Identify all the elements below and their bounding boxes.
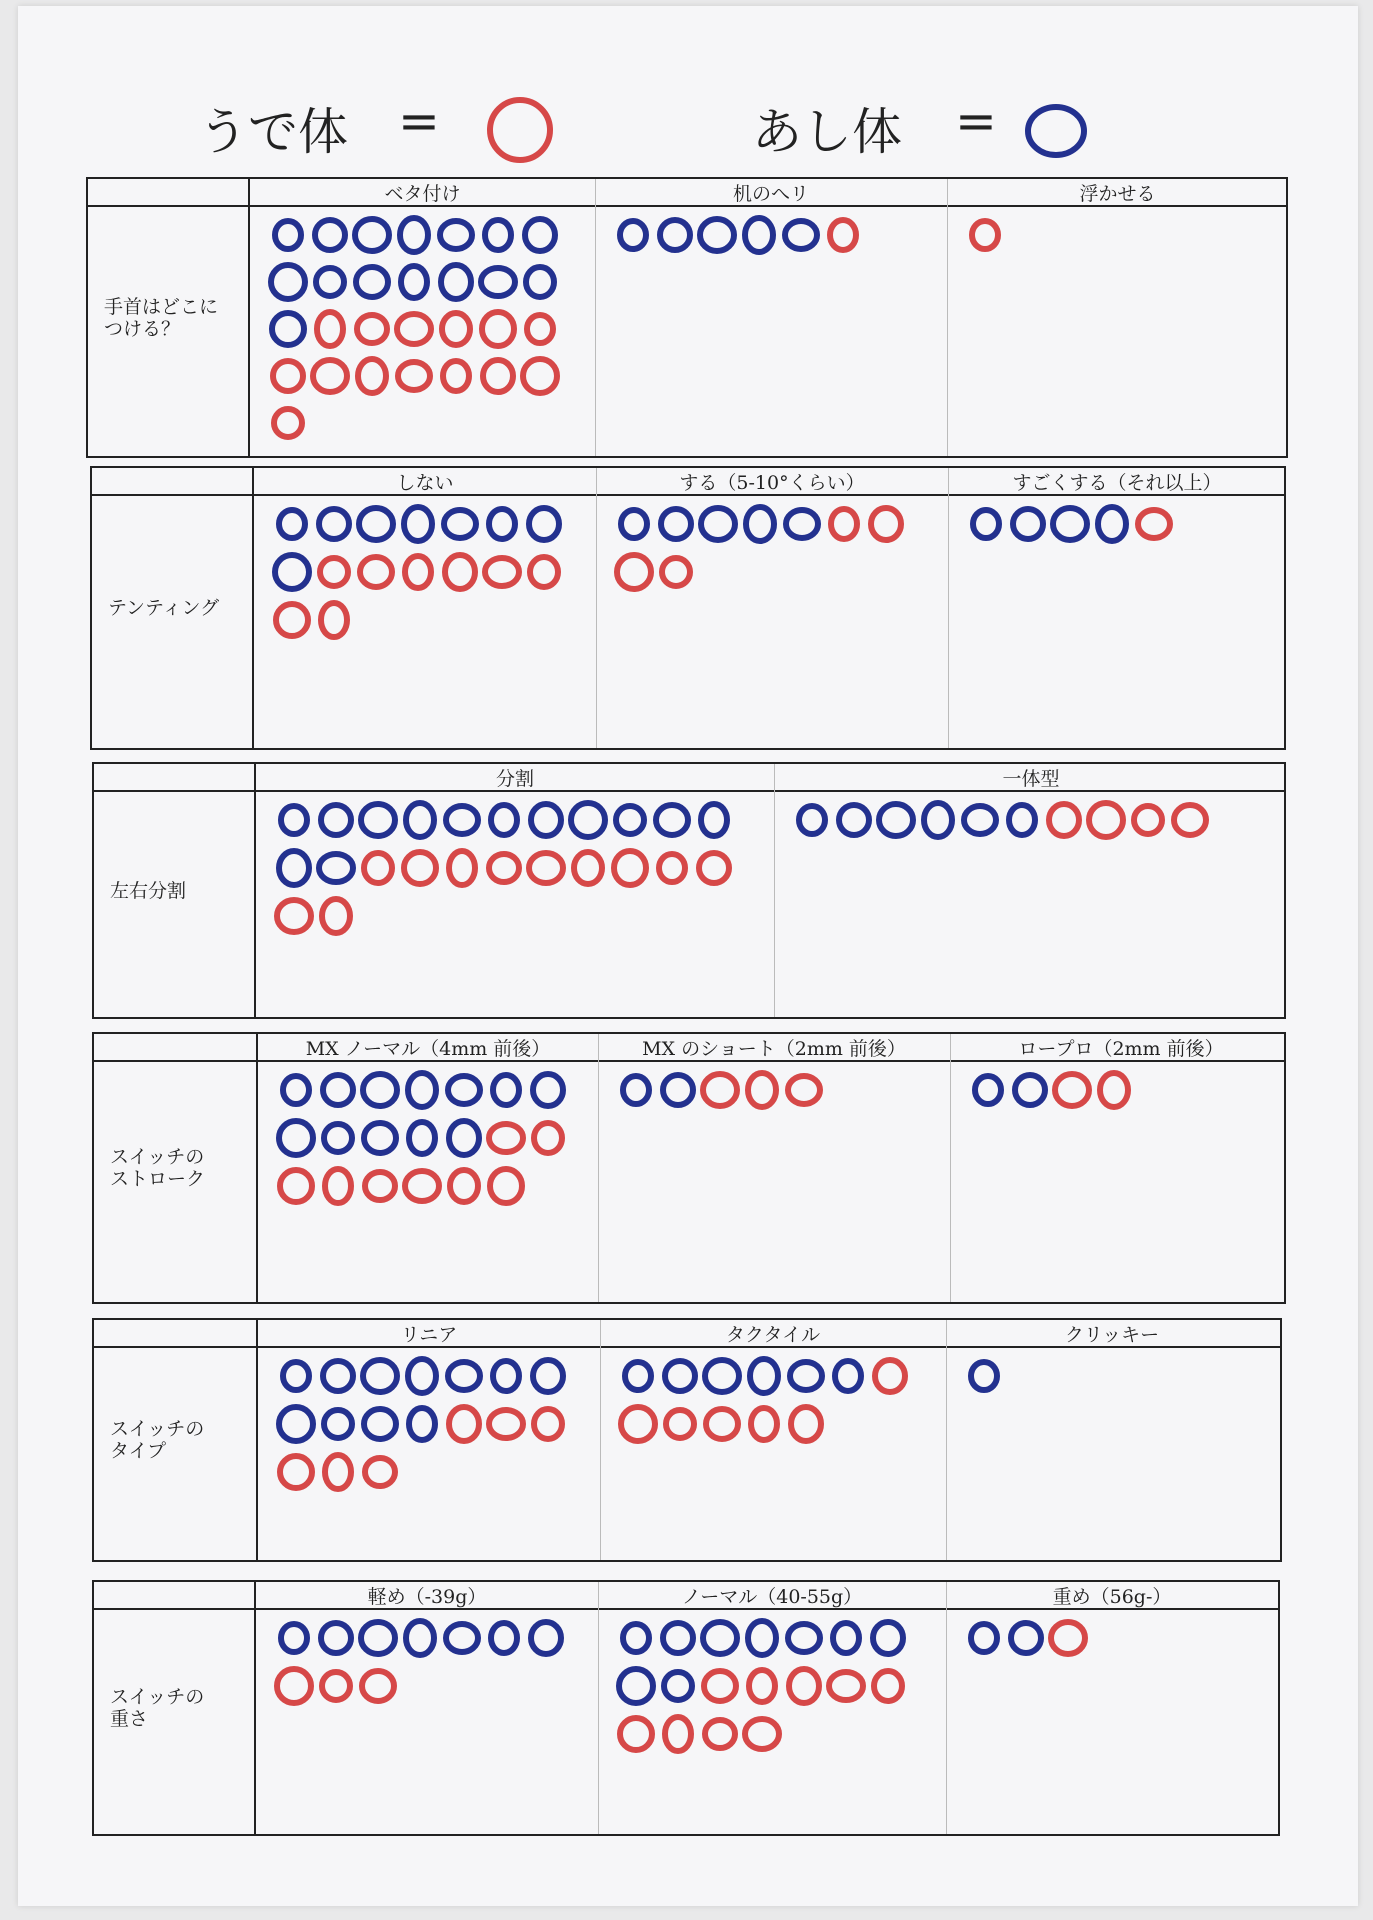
column-header: タクタイル xyxy=(725,1324,821,1346)
arm-type-vote-mark xyxy=(614,851,646,885)
leg-type-vote-mark xyxy=(664,1672,692,1700)
leg-type-vote-mark xyxy=(321,1623,351,1653)
column-header: 軽め（-39g） xyxy=(367,1586,487,1608)
leg-type-vote-mark xyxy=(491,1623,517,1653)
leg-type-vote-mark xyxy=(799,806,825,834)
legend xyxy=(0,0,1373,170)
arm-type-vote-mark xyxy=(788,1076,820,1104)
section-3 xyxy=(92,762,1286,1019)
leg-type-vote-mark xyxy=(746,507,774,541)
column-header: 重め（56g-） xyxy=(1052,1586,1172,1608)
leg-type-vote-mark xyxy=(283,1076,309,1104)
arm-type-vote-mark xyxy=(874,1671,902,1701)
arm-type-vote-mark xyxy=(1138,510,1170,538)
arm-type-vote-mark xyxy=(666,1410,694,1438)
column-header: ロープロ（2mm 前後） xyxy=(1018,1038,1224,1060)
leg-type-vote-mark xyxy=(448,1076,480,1104)
column-header: 浮かせる xyxy=(1079,183,1156,205)
column-header: ノーマル（40-55g） xyxy=(681,1586,863,1608)
leg-type-vote-mark xyxy=(1011,1623,1041,1653)
arm-type-vote-mark xyxy=(791,1407,821,1441)
leg-type-vote-mark xyxy=(785,221,817,249)
arm-type-vote-mark xyxy=(704,1671,736,1701)
arm-type-vote-mark xyxy=(1051,1622,1085,1654)
leg-type-vote-mark xyxy=(364,1123,396,1153)
arm-type-vote-mark xyxy=(871,508,901,540)
arm-type-vote-mark xyxy=(365,1172,395,1200)
leg-type-vote-mark xyxy=(493,1075,519,1105)
leg-type-vote-mark xyxy=(355,219,389,251)
leg-type-vote-mark xyxy=(701,508,735,540)
leg-type-vote-mark xyxy=(359,508,393,540)
arm-type-vote-mark xyxy=(875,1360,905,1392)
leg-type-vote-mark xyxy=(665,1361,695,1391)
arm-type-vote-mark xyxy=(706,1409,738,1439)
leg-type-vote-mark xyxy=(323,1361,353,1391)
leg-type-vote-mark xyxy=(571,803,605,837)
arm-type-vote-mark xyxy=(365,1458,395,1486)
leg-type-vote-mark xyxy=(324,1124,352,1152)
leg-type-vote-mark xyxy=(491,805,517,835)
leg-type-vote-mark xyxy=(408,1073,436,1107)
arm-type-vote-mark xyxy=(405,556,431,588)
leg-type-vote-mark xyxy=(361,804,395,836)
arm-type-vote-mark xyxy=(745,1719,779,1749)
arm-type-vote-mark xyxy=(534,1409,562,1439)
arm-type-vote-mark xyxy=(749,1670,775,1702)
arm-type-vote-mark xyxy=(320,558,348,586)
arm-type-vote-mark xyxy=(489,1410,523,1438)
arm-type-vote-mark xyxy=(485,558,519,586)
arm-type-vote-mark xyxy=(277,1669,311,1703)
leg-type-vote-mark xyxy=(705,1360,739,1392)
leg-type-vote-mark xyxy=(363,1360,397,1392)
arm-type-vote-mark xyxy=(1174,805,1206,835)
leg-type-vote-mark xyxy=(493,1361,519,1391)
arm-type-vote-mark xyxy=(699,853,729,883)
leg-type-vote-mark xyxy=(281,806,307,834)
leg-type-vote-mark xyxy=(748,1621,776,1655)
tally-marks xyxy=(92,468,1288,752)
tally-marks xyxy=(94,1034,1288,1306)
arm-type-vote-mark xyxy=(621,1407,655,1441)
leg-type-vote-mark xyxy=(1009,805,1035,835)
leg-type-vote-mark xyxy=(406,803,434,837)
arm-type-vote-mark xyxy=(450,1170,478,1202)
leg-type-vote-mark xyxy=(745,218,773,252)
leg-type-vote-mark xyxy=(449,1121,479,1155)
leg-type-vote-mark xyxy=(279,1407,313,1441)
arm-type-vote-mark xyxy=(703,1074,737,1106)
arm-type-vote-mark xyxy=(523,359,557,393)
arm-type-vote-mark xyxy=(364,853,392,883)
leg-type-label: あし体 xyxy=(752,103,902,161)
leg-type-vote-mark xyxy=(964,806,996,834)
tally-marks xyxy=(88,179,1290,460)
row-label: スイッチの タイプ xyxy=(110,1418,205,1462)
leg-type-vote-mark xyxy=(526,267,554,297)
arm-type-vote-mark xyxy=(276,604,308,636)
arm-type-vote-mark xyxy=(489,854,519,882)
arm-type-vote-mark xyxy=(665,1717,691,1751)
tally-marks xyxy=(94,1582,1282,1838)
leg-type-vote-mark xyxy=(323,1075,353,1105)
column-header: リニア xyxy=(400,1324,458,1346)
arm-type-vote-mark xyxy=(529,853,563,883)
arm-type-vote-mark xyxy=(620,1718,652,1750)
arm-type-vote-mark xyxy=(360,557,392,587)
arm-type-vote-mark xyxy=(357,315,387,343)
leg-type-vote-mark xyxy=(401,266,427,298)
arm-type-vote-mark xyxy=(829,1672,863,1700)
leg-type-vote-mark xyxy=(446,806,478,834)
arm-type-label: うで体 xyxy=(198,103,348,161)
leg-type-vote-mark xyxy=(324,1410,352,1438)
column-header: 一体型 xyxy=(1002,768,1060,790)
row-label: スイッチの ストローク xyxy=(110,1146,206,1190)
leg-type-vote-mark xyxy=(409,1408,435,1440)
tally-marks xyxy=(94,764,1288,1021)
arm-type-vote-mark xyxy=(705,1720,735,1748)
leg-type-vote-mark xyxy=(444,510,476,538)
arm-type-vote-mark xyxy=(280,1456,312,1488)
leg-type-vote-mark xyxy=(971,1362,997,1390)
leg-type-vote-mark xyxy=(364,1409,396,1439)
column-header: MX のショート（2mm 前後） xyxy=(642,1038,906,1060)
column-header: 分割 xyxy=(495,768,534,790)
arm-type-vote-mark xyxy=(322,899,350,933)
leg-type-vote-mark xyxy=(400,218,428,252)
leg-type-vote-mark xyxy=(661,509,691,539)
leg-type-vote-mark xyxy=(1098,507,1126,541)
arm-type-vote-mark xyxy=(659,854,685,882)
leg-type-vote-mark xyxy=(833,1623,859,1653)
arm-type-vote-mark xyxy=(490,1169,522,1203)
arm-type-vote-mark xyxy=(443,361,469,391)
column-header: する（5-10°くらい） xyxy=(679,472,865,494)
leg-type-vote-mark xyxy=(786,510,818,538)
leg-type-vote-mark xyxy=(356,267,388,297)
leg-type-vote-mark xyxy=(975,1076,1001,1104)
leg-type-vote-mark xyxy=(321,805,351,835)
arm-type-vote-mark xyxy=(405,1171,439,1201)
leg-type-vote-mark xyxy=(616,806,644,834)
arm-type-vote-mark xyxy=(751,1408,777,1440)
leg-type-vote-mark xyxy=(973,510,999,538)
leg-type-vote-mark xyxy=(529,508,559,540)
arm-type-vote-mark xyxy=(277,900,311,932)
leg-type-vote-mark xyxy=(625,1362,651,1390)
arm-type-vote-mark xyxy=(317,312,343,346)
leg-type-vote-mark xyxy=(279,1121,313,1155)
leg-type-vote-mark xyxy=(701,804,727,836)
leg-type-vote-mark xyxy=(621,510,647,538)
arm-type-vote-mark xyxy=(574,852,602,884)
row-label: テンティング xyxy=(108,597,220,619)
leg-type-vote-mark xyxy=(623,1624,649,1652)
leg-type-vote-mark xyxy=(788,1624,820,1652)
leg-type-vote-mark xyxy=(750,1359,778,1393)
column-header: すごくする（それ以上） xyxy=(1012,472,1222,494)
leg-type-vote-mark xyxy=(835,1361,861,1391)
arm-type-vote-mark xyxy=(489,1124,523,1152)
arm-type-vote-mark xyxy=(482,312,514,346)
arm-type-vote-mark xyxy=(325,1455,351,1489)
leg-type-vote-mark xyxy=(531,1622,561,1654)
arm-type-vote-mark xyxy=(449,1407,479,1441)
leg-type-vote-mark xyxy=(531,804,561,836)
leg-type-vote-mark xyxy=(839,805,869,835)
leg-type-vote-mark xyxy=(663,1623,693,1653)
leg-type-vote-mark xyxy=(1013,509,1043,539)
leg-type-vote-mark xyxy=(790,1362,822,1390)
leg-type-vote-mark xyxy=(619,1669,653,1703)
arm-equals-sign: = xyxy=(398,92,440,150)
leg-type-vote-mark xyxy=(319,509,349,539)
arm-type-vote-mark xyxy=(358,359,386,393)
column-header: MX ノーマル（4mm 前後） xyxy=(305,1038,551,1060)
column-header: ベタ付け xyxy=(384,183,461,205)
section-2 xyxy=(90,466,1286,750)
leg-type-vote-mark xyxy=(525,219,555,251)
leg-type-vote-mark xyxy=(873,1622,903,1654)
leg-type-vote-mark xyxy=(275,221,301,249)
leg-type-vote-mark xyxy=(408,1359,436,1393)
tally-marks xyxy=(94,1320,1284,1564)
leg-type-vote-mark xyxy=(533,1074,563,1106)
arm-type-vote-mark xyxy=(322,1672,350,1700)
leg-type-vote-mark xyxy=(440,221,472,249)
leg-type-vote-mark xyxy=(485,220,511,250)
column-header: しない xyxy=(396,472,454,494)
leg-type-vote-mark xyxy=(315,220,345,250)
arm-type-vote-mark xyxy=(404,852,436,884)
leg-type-vote-mark xyxy=(481,268,515,296)
arm-type-vote-mark xyxy=(325,1169,351,1203)
leg-type-vote-mark xyxy=(1053,508,1087,540)
row-label: 左右分割 xyxy=(110,879,187,902)
arm-type-vote-mark xyxy=(527,315,553,343)
leg-type-vote-mark xyxy=(404,507,432,541)
leg-type-vote-mark xyxy=(361,1622,395,1654)
column-header: クリッキー xyxy=(1064,1324,1160,1346)
leg-type-vote-mark xyxy=(489,509,515,539)
section-5 xyxy=(92,1318,1282,1562)
arm-type-vote-mark xyxy=(748,1073,776,1107)
leg-type-vote-mark xyxy=(316,268,344,296)
leg-type-vote-mark xyxy=(879,804,913,836)
leg-type-vote-mark xyxy=(275,555,309,589)
column-header: 机のへリ xyxy=(732,183,809,205)
red-circle-icon xyxy=(480,92,560,168)
arm-type-vote-mark xyxy=(274,409,302,437)
section-6 xyxy=(92,1580,1280,1836)
arm-type-vote-mark xyxy=(398,362,430,390)
leg-type-vote-mark xyxy=(660,220,690,250)
leg-type-vote-mark xyxy=(279,510,305,538)
leg-type-vote-mark xyxy=(623,1076,649,1104)
row-label: 手首はどこに つける？ xyxy=(104,295,219,340)
arm-type-vote-mark xyxy=(362,1671,394,1701)
leg-type-vote-mark xyxy=(620,221,646,249)
arm-type-vote-mark xyxy=(1134,806,1162,834)
leg-type-vote-mark xyxy=(656,805,688,835)
arm-type-vote-mark xyxy=(313,360,347,392)
leg-type-vote-mark xyxy=(971,1624,997,1652)
leg-type-vote-mark xyxy=(700,219,734,251)
arm-type-vote-mark xyxy=(972,221,998,249)
arm-type-vote-mark xyxy=(831,509,857,539)
arm-type-vote-mark xyxy=(483,360,513,392)
arm-type-vote-mark xyxy=(1089,803,1123,837)
arm-type-vote-mark xyxy=(397,314,431,344)
arm-type-vote-mark xyxy=(442,313,470,345)
leg-type-vote-mark xyxy=(924,803,952,837)
section-4 xyxy=(92,1032,1286,1304)
arm-type-vote-mark xyxy=(445,555,475,589)
leg-equals-sign: = xyxy=(955,92,997,150)
arm-type-vote-mark xyxy=(449,851,475,885)
arm-type-vote-mark xyxy=(280,1170,312,1202)
blue-circle-icon xyxy=(1020,100,1092,162)
leg-type-vote-mark xyxy=(703,1622,737,1654)
row-label: スイッチの 重さ xyxy=(110,1686,205,1730)
arm-type-vote-mark xyxy=(534,1123,562,1153)
leg-type-vote-mark xyxy=(663,1075,693,1105)
leg-type-vote-mark xyxy=(272,313,304,345)
section-1 xyxy=(86,177,1288,458)
arm-type-vote-mark xyxy=(662,558,690,586)
arm-type-vote-mark xyxy=(1100,1073,1128,1107)
leg-type-vote-mark xyxy=(1015,1075,1045,1105)
arm-type-vote-mark xyxy=(617,555,651,589)
arm-type-vote-mark xyxy=(830,220,856,250)
leg-type-vote-mark xyxy=(281,1624,307,1652)
arm-type-vote-mark xyxy=(273,361,303,391)
arm-type-vote-mark xyxy=(1055,1074,1089,1106)
leg-type-vote-mark xyxy=(441,265,471,299)
leg-type-vote-mark xyxy=(271,265,305,299)
arm-type-vote-mark xyxy=(1049,804,1079,836)
leg-type-vote-mark xyxy=(533,1360,563,1392)
leg-type-vote-mark xyxy=(446,1624,478,1652)
leg-type-vote-mark xyxy=(279,851,309,885)
leg-type-vote-mark xyxy=(409,1122,435,1154)
leg-type-vote-mark xyxy=(448,1362,480,1390)
leg-type-vote-mark xyxy=(363,1074,397,1106)
arm-type-vote-mark xyxy=(789,1669,819,1703)
leg-type-vote-mark xyxy=(283,1362,309,1390)
leg-type-vote-mark xyxy=(406,1621,434,1655)
leg-type-vote-mark xyxy=(319,854,353,882)
arm-type-vote-mark xyxy=(530,557,558,587)
arm-type-vote-mark xyxy=(321,603,347,637)
